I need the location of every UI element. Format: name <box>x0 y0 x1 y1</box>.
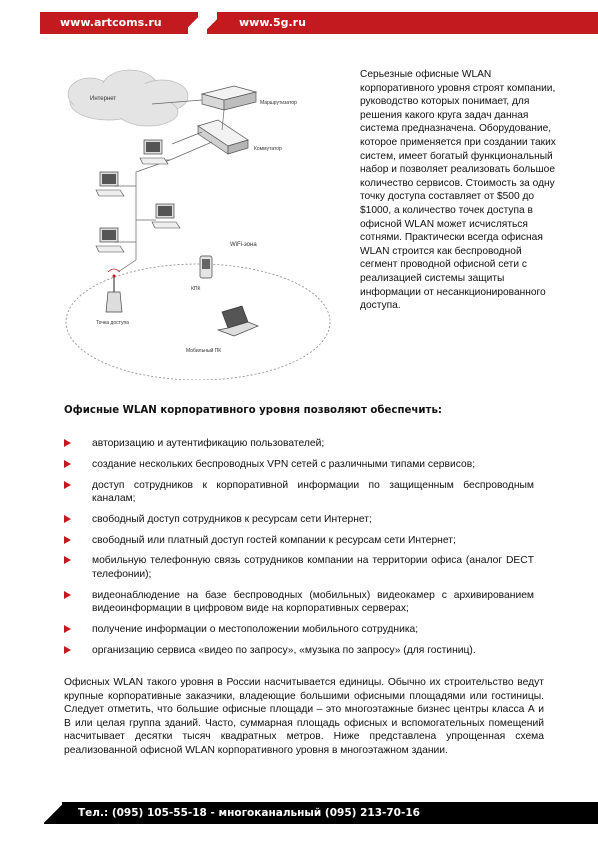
list-item: доступ сотрудников к корпоративной информации по защищенным беспроводным каналам; <box>64 479 534 506</box>
kpk-label: КПК <box>191 286 201 292</box>
network-diagram <box>52 60 344 380</box>
bullet-triangle-icon <box>64 556 71 564</box>
router-icon <box>202 86 256 110</box>
switch-icon <box>198 120 248 154</box>
desktop-computer-icon <box>140 140 168 164</box>
bullet-triangle-icon <box>64 591 71 599</box>
internet-label: Интернет <box>90 96 117 102</box>
bullet-triangle-icon <box>64 439 71 447</box>
list-item: организацию сервиса «видео по запросу», «музыка по запросу» (для гостиниц). <box>64 644 534 657</box>
router-label: Маршрутизатор <box>260 100 297 106</box>
bullet-triangle-icon <box>64 625 71 633</box>
desktop-computer-icon <box>152 204 180 228</box>
bullet-triangle-icon <box>64 536 71 544</box>
bullet-triangle-icon <box>64 646 71 654</box>
switch-label: Коммутатор <box>254 146 282 152</box>
list-item: получение информации о местоположении мобильного сотрудника; <box>64 623 534 636</box>
list-item: мобильную телефонную связь сотрудников компании на территории офиса (аналог DECT телефонии); <box>64 554 534 581</box>
body-paragraph: Офисных WLAN такого уровня в России насчитывается единицы. Обычно их строительство ведут крупные корпоративные заказчики, владеющие большими офисными площадями или гостиницы. Следует отметить, что большие офисные площади – это многоэтажные бизнес центры класса А и В или целая группа зданий. Часто, суммарная площадь офисных и вспомогательных помещений насчитывает десятки тысяч квадратных метров. Ниже представлена упрощенная схема реализованной офисной WLAN корпоративного уровня в многоэтажном здании. <box>64 677 544 756</box>
laptop-icon <box>218 306 258 336</box>
footer-notch <box>44 802 63 824</box>
bullet-triangle-icon <box>64 481 71 489</box>
intro-paragraph: Серьезные офисные WLAN корпоративного уровня строят компании, руководство которых понимает, для решения какого круга задач данная система предназначена. Оборудование, которое применяется при создании таких систем, имеет богатый функциональный набор и позволяет реализовать большое количество сервисов. Стоимость за одну точку доступа составляет от $500 до $1000, а количество точек доступа в офисной WLAN может исчисляться сотнями. Практически всегда офисная WLAN строится как беспроводной сегмент проводной офисной сети с реализацией системы защиты информации от несанкционированного доступа. <box>360 69 556 312</box>
list-item: авторизацию и аутентификацию пользователей; <box>64 437 534 450</box>
bullet-triangle-icon <box>64 515 71 523</box>
list-item: создание нескольких беспроводных VPN сетей с различными типами сервисов; <box>64 458 534 471</box>
section-heading: Офисные WLAN корпоративного уровня позволяют обеспечить: <box>64 405 442 416</box>
wifi-zone-label: WiFi-зона <box>230 242 257 248</box>
list-item: видеонаблюдение на базе беспроводных (мобильных) видеокамер с архивированием видеоинформации в цифровом виде на корпоративных серверах; <box>64 589 534 616</box>
artcoms-link[interactable]: www.artcoms.ru <box>40 12 188 34</box>
mobile-pc-label: Мобильный ПК <box>186 348 222 354</box>
desktop-computer-icon <box>96 228 124 252</box>
bullet-triangle-icon <box>64 460 71 468</box>
capabilities-list <box>64 437 534 664</box>
list-item: свободный или платный доступ гостей компании к ресурсам сети Интернет; <box>64 534 534 547</box>
access-point-label: Точка доступа <box>96 320 129 326</box>
internet-cloud-icon <box>68 70 188 126</box>
list-item: свободный доступ сотрудников к ресурсам сети Интернет; <box>64 513 534 526</box>
5g-link[interactable]: www.5g.ru <box>217 12 598 34</box>
tab-notch <box>186 12 198 34</box>
footer-phone-bar: Тел.: (095) 105-55-18 - многоканальный (095) 213-70-16 <box>62 802 598 824</box>
pda-icon <box>200 256 212 278</box>
desktop-computer-icon <box>96 172 124 196</box>
